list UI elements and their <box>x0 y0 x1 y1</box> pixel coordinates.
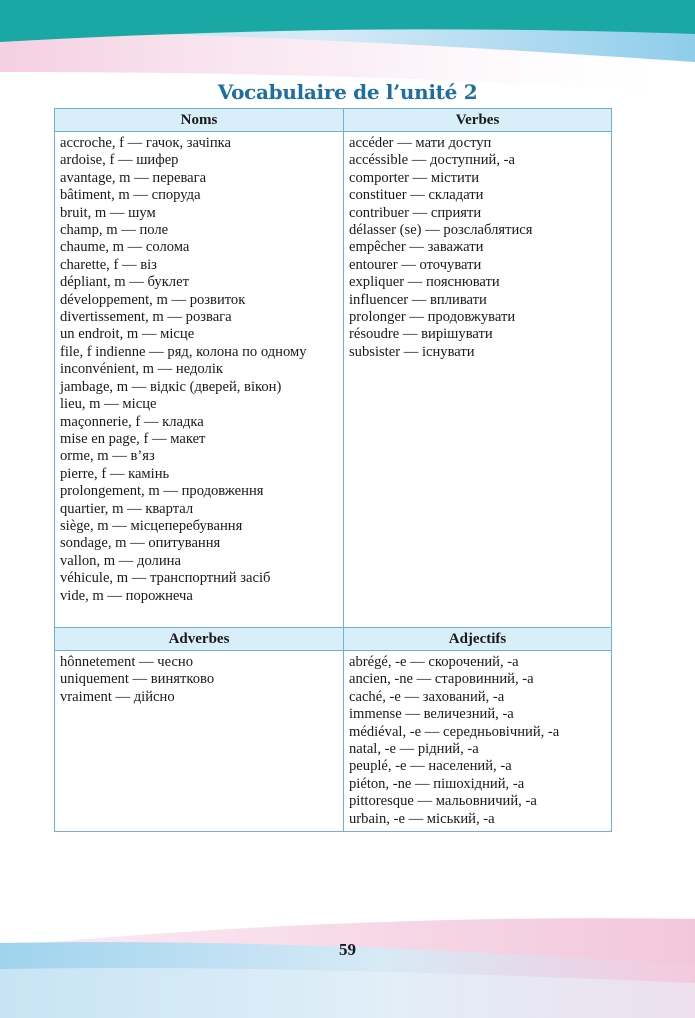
noms-cell <box>55 132 344 628</box>
noms-entry: bâtiment, m — споруда <box>60 187 201 204</box>
noms-entry: vallon, m — долина <box>60 552 181 569</box>
verbes-entry: subsister — існувати <box>349 343 475 360</box>
adjectifs-entry: caché, -e — захований, -а <box>349 688 505 705</box>
adverbes-entry: vraiment — дійсно <box>60 688 175 705</box>
noms-entry: bruit, m — шум <box>60 204 156 221</box>
bottom-decorative-band <box>0 905 695 1018</box>
adjectifs-entry: ancien, -ne — старовинний, -а <box>349 671 534 688</box>
noms-entry: siège, m — місцеперебування <box>60 517 243 534</box>
verbes-entry: entourer — оточувати <box>349 256 482 273</box>
noms-entry: dépliant, m — буклет <box>60 274 189 291</box>
noms-entry: développement, m — розвиток <box>60 291 246 308</box>
noms-entry: véhicule, m — транспортний засіб <box>60 570 271 587</box>
adjectifs-entry: urbain, -e — міський, -а <box>349 810 495 827</box>
verbes-entry: contribuer — сприяти <box>349 204 482 221</box>
noms-entry: accroche, f — гачок, зачіпка <box>60 135 231 151</box>
adjectifs-entry: médiéval, -e — середньовічний, -а <box>349 723 560 740</box>
verbes-entry: constituer — складати <box>349 187 484 204</box>
noms-entry: file, f indienne — ряд, колона по одному <box>60 343 307 360</box>
noms-entry: orme, m — в’яз <box>60 448 155 465</box>
noms-header: Noms <box>55 109 344 132</box>
noms-entry: vide, m — порожнеча <box>60 587 193 604</box>
adjectifs-entry: abrégé, -e — скорочений, -а <box>349 654 519 670</box>
adjectifs-entry: piéton, -ne — пішохідний, -а <box>349 775 525 792</box>
noms-entry: lieu, m — місце <box>60 396 157 413</box>
adverbes-header: Adverbes <box>55 628 344 651</box>
noms-entry: un endroit, m — місце <box>60 326 195 343</box>
page-number: 59 <box>339 940 356 959</box>
noms-entry: charette, f — віз <box>60 256 157 273</box>
verbes-entry: accéder — мати доступ <box>349 135 492 151</box>
adjectifs-entry: natal, -e — рідний, -а <box>349 741 479 758</box>
adjectifs-header: Adjectifs <box>344 628 612 651</box>
page-title: Vocabulaire de l’unité 2 <box>217 80 478 104</box>
noms-entry: ardoise, f — шифер <box>60 152 179 169</box>
noms-entry: prolongement, m — продовження <box>60 483 264 500</box>
verbes-entry: résoudre — вирішувати <box>349 326 493 343</box>
noms-entry: pierre, f — камінь <box>60 465 170 482</box>
verbes-entry: comporter — містити <box>349 169 480 186</box>
verbes-entry: prolonger — продовжувати <box>349 309 516 326</box>
adverbes-entry: uniquement — винятково <box>60 671 215 688</box>
vocabulary-table <box>54 108 612 832</box>
verbes-entry: accéssible — доступний, -а <box>349 152 515 169</box>
noms-entry: jambage, m — відкіс (дверей, вікон) <box>60 378 282 395</box>
noms-entry: maçonnerie, f — кладка <box>60 413 204 430</box>
verbes-entry: délasser (se) — розслаблятися <box>349 222 533 239</box>
adverbes-cell <box>55 651 344 832</box>
noms-entry: avantage, m — перевага <box>60 169 207 186</box>
adjectifs-entry: immense — величезний, -а <box>349 706 514 723</box>
verbes-entry: expliquer — пояснювати <box>349 274 500 291</box>
noms-entry: sondage, m — опитування <box>60 535 221 552</box>
noms-entry: divertissement, m — розвага <box>60 309 232 326</box>
verbes-entry: influencer — впливати <box>349 291 487 308</box>
verbes-cell <box>344 132 612 628</box>
noms-entry: chaume, m — солома <box>60 239 190 256</box>
noms-entry: champ, m — поле <box>60 222 169 239</box>
verbes-header: Verbes <box>344 109 612 132</box>
adjectifs-cell <box>344 651 612 832</box>
noms-entry: mise en page, f — макет <box>60 430 206 447</box>
noms-entry: inconvénient, m — недолік <box>60 361 223 378</box>
verbes-entry: empêcher — заважати <box>349 239 484 256</box>
adjectifs-entry: peuplé, -e — населений, -а <box>349 758 512 775</box>
adjectifs-entry: pittoresque — мальовничий, -а <box>349 793 537 810</box>
adverbes-entry: hônnetement — чесно <box>60 654 194 670</box>
noms-entry: quartier, m — квартал <box>60 500 194 517</box>
